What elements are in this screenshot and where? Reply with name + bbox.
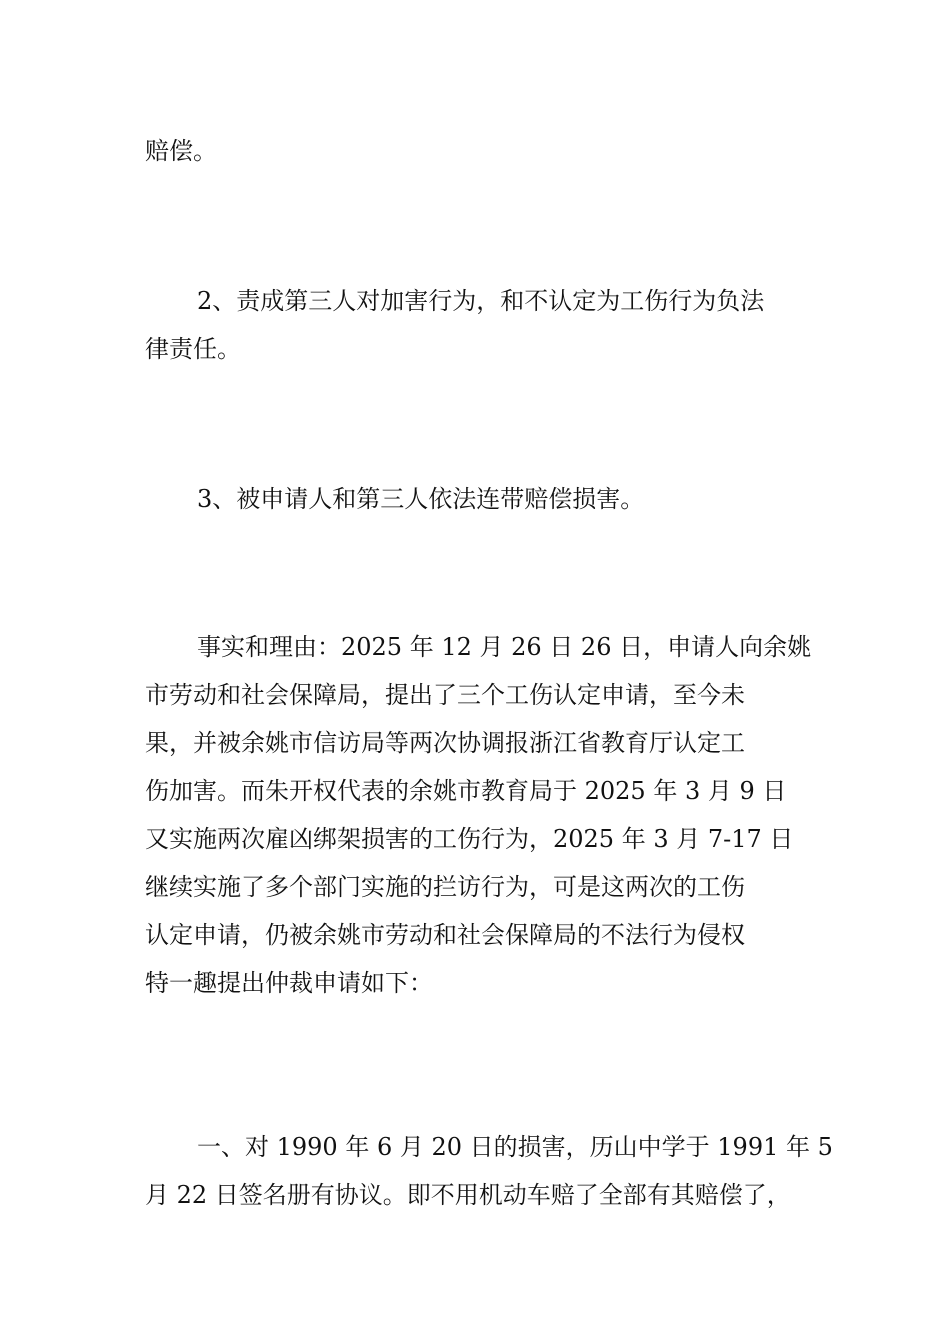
paragraph-section-one	[145, 1123, 833, 1219]
paragraph-compensation-fragment	[145, 127, 810, 175]
text-line: 事实和理由：2025 年 12 月 26 日 26 日，申请人向余姚	[197, 633, 812, 661]
text-line: 月 22 日签名册有协议。即不用机动车赔了全部有其赔偿了，	[145, 1181, 791, 1209]
text-line: 特一趣提出仲裁申请如下：	[145, 969, 433, 997]
text-line: 认定申请，仍被余姚市劳动和社会保障局的不法行为侵权	[145, 921, 745, 949]
text-line: 市劳动和社会保障局，提出了三个工伤认定申请，至今未	[145, 681, 745, 709]
text-line: 律责任。	[145, 335, 241, 363]
text-line: 又实施两次雇凶绑架损害的工伤行为，2025 年 3 月 7-17 日	[145, 825, 794, 853]
text-line: 赔偿。	[145, 137, 217, 165]
paragraph-item-3	[145, 475, 810, 523]
text-line: 一、对 1990 年 6 月 20 日的损害，历山中学于 1991 年 5	[197, 1133, 833, 1161]
text-line: 3、被申请人和第三人依法连带赔偿损害。	[197, 485, 645, 513]
text-line: 继续实施了多个部门实施的拦访行为，可是这两次的工伤	[145, 873, 745, 901]
paragraph-facts-and-reasons	[145, 623, 810, 1007]
paragraph-item-2	[145, 277, 810, 373]
text-line: 2、责成第三人对加害行为，和不认定为工伤行为负法	[197, 287, 765, 315]
text-line: 果，并被余姚市信访局等两次协调报浙江省教育厅认定工	[145, 729, 745, 757]
text-line: 伤加害。而朱开权代表的余姚市教育局于 2025 年 3 月 9 日	[145, 777, 787, 805]
